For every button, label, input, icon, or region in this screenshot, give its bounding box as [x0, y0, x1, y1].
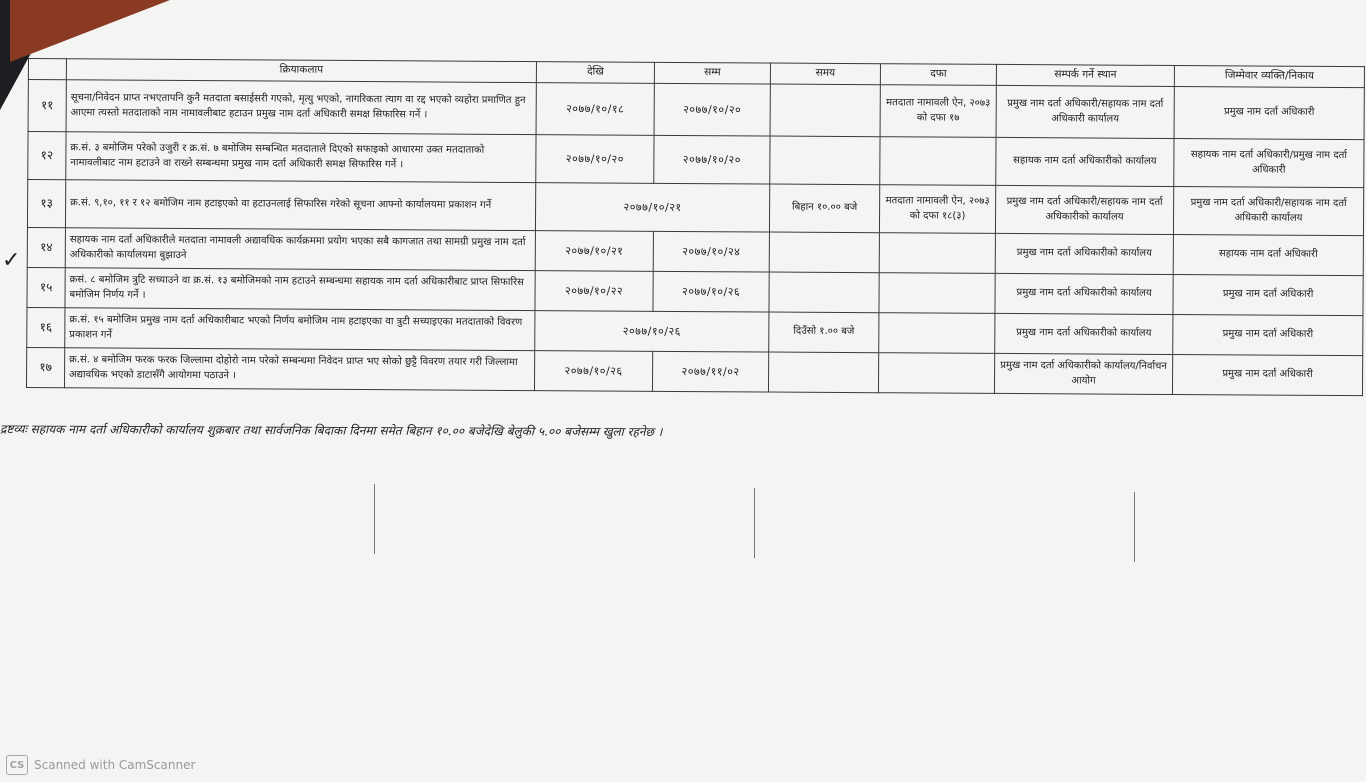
row-date: २०७७/१०/२१: [535, 183, 769, 232]
row-time: बिहान १०.०० बजे: [769, 184, 879, 233]
row-contact: प्रमुख नाम दर्ता अधिकारीको कार्यालय: [995, 273, 1173, 314]
row-from-date: २०७७/१०/२६: [534, 351, 652, 392]
row-time: [769, 272, 879, 313]
row-activity: क्र.सं. ३ बमोजिम परेको उजुरी र क्र.सं. ७ बमोजिम सम्बन्धित मतदाताले दिएको सफाइको आधारमा उक्त मतदाताको नामावलीबाट नाम हटाउने वा राख्ने सम्बन्धमा प्रमुख नाम दर्ता अधिकारी समक्ष सिफारिस गर्ने ।: [66, 132, 536, 183]
row-to-date: २०७७/१०/२६: [653, 271, 769, 312]
row-contact: प्रमुख नाम दर्ता अधिकारीको कार्यालय: [995, 313, 1173, 354]
row-clause: [879, 313, 995, 354]
row-activity: क्र.सं. १५ बमोजिम प्रमुख नाम दर्ता अधिकारीबाट भएको निर्णय बमोजिम नाम हटाइएका वा त्रुटी सच्याइएका मतदाताको विवरण प्रकाशन गर्ने: [65, 308, 535, 351]
header-activity: क्रियाकलाप: [66, 59, 536, 83]
row-to-date: २०७७/१०/२०: [654, 83, 770, 136]
row-sn: १५: [27, 267, 65, 307]
row-activity: क्रसं. ८ बमोजिम त्रुटि सच्याउने वा क्र.सं. १३ बमोजिमको नाम हटाउने सम्बन्धमा सहायक नाम दर्ता अधिकारीबाट प्राप्त सिफारिस बमोजिम निर्णय गर्ने ।: [65, 268, 535, 311]
row-contact: प्रमुख नाम दर्ता अधिकारीको कार्यालय/निर्वाचन आयोग: [994, 353, 1172, 394]
schedule-table: [26, 58, 1365, 396]
row-responsible: सहायक नाम दर्ता अधिकारी: [1173, 235, 1363, 276]
table-row: [27, 180, 1363, 236]
paper-fold-line: [374, 484, 375, 554]
row-time: [770, 84, 880, 137]
row-clause: [879, 273, 995, 314]
header-from: देखि: [536, 62, 654, 84]
watermark-text: Scanned with CamScanner: [34, 758, 196, 772]
row-contact: प्रमुख नाम दर्ता अधिकारी/सहायक नाम दर्ता अधिकारीको कार्यालय: [995, 185, 1173, 234]
row-from-date: २०७७/१०/१८: [536, 83, 654, 136]
header-contact: सम्पर्क गर्ने स्थान: [996, 64, 1174, 86]
row-sn: ११: [28, 80, 66, 132]
row-clause: मतदाता नामावली ऐन, २०७३ को दफा १७: [880, 85, 996, 138]
row-to-date: २०७७/१०/२०: [654, 135, 770, 184]
check-mark-icon: ✓: [2, 248, 21, 273]
paper-fold-line: [1134, 492, 1135, 562]
row-sn: १४: [27, 227, 65, 267]
row-from-date: २०७७/१०/२०: [536, 135, 654, 184]
header-sn: [28, 59, 66, 80]
row-time: [769, 232, 879, 273]
row-sn: १२: [28, 132, 66, 180]
row-responsible: प्रमुख नाम दर्ता अधिकारी: [1173, 274, 1363, 315]
row-responsible: सहायक नाम दर्ता अधिकारी/प्रमुख नाम दर्ता अधिकारी: [1174, 139, 1364, 188]
row-time: [770, 136, 880, 185]
footnote: द्रष्टव्यः सहायक नाम दर्ता अधिकारीको कार्यालय शुक्रबार तथा सार्वजनिक बिदाका दिनमा समेत बिहान १०.०० बजेदेखि बेलुकी ५.०० बजेसम्म खुला रहनेछ ।: [0, 422, 663, 439]
row-date: २०७७/१०/२६: [535, 311, 769, 352]
header-to: सम्म: [654, 62, 770, 84]
row-clause: [879, 233, 995, 274]
header-time: समय: [770, 63, 880, 85]
row-sn: १३: [27, 180, 65, 228]
row-contact: सहायक नाम दर्ता अधिकारीको कार्यालय: [996, 137, 1174, 186]
row-to-date: २०७७/१०/२४: [653, 231, 769, 272]
row-sn: १७: [26, 347, 64, 387]
photo-edge-brown: [10, 0, 170, 62]
table-row: [26, 347, 1362, 395]
row-responsible: प्रमुख नाम दर्ता अधिकारी: [1173, 314, 1363, 355]
row-responsible: प्रमुख नाम दर्ता अधिकारी: [1174, 87, 1364, 140]
table-row: [28, 132, 1364, 188]
table-row: [28, 80, 1364, 140]
header-clause: दफा: [880, 64, 996, 86]
row-sn: १६: [27, 307, 65, 347]
paper-fold-line: [754, 488, 755, 558]
row-activity: क्र.सं. ९,१०, ११ र १२ बमोजिम नाम हटाइएको वा हटाउनलाई सिफारिस गरेको सूचना आफ्नो कार्यालयमा प्रकाशन गर्ने: [65, 180, 535, 231]
row-clause: [878, 353, 994, 394]
camscanner-logo-icon: CS: [6, 755, 28, 775]
row-time: [768, 352, 878, 393]
row-responsible: प्रमुख नाम दर्ता अधिकारी/सहायक नाम दर्ता अधिकारी कार्यालय: [1173, 187, 1363, 236]
row-contact: प्रमुख नाम दर्ता अधिकारीको कार्यालय: [995, 233, 1173, 274]
row-from-date: २०७७/१०/२२: [535, 271, 653, 312]
header-responsible: जिम्मेवार व्यक्ति/निकाय: [1174, 66, 1364, 88]
row-activity: सहायक नाम दर्ता अधिकारीले मतदाता नामावली अद्यावधिक कार्यक्रममा प्रयोग भएका सबै कागजात तथा सामग्री प्रमुख नाम दर्ता अधिकारीको कार्यालयमा बुझाउने: [65, 228, 535, 271]
row-from-date: २०७७/१०/२१: [535, 231, 653, 272]
row-clause: [880, 137, 996, 186]
row-activity: क्र.सं. ४ बमोजिम फरक फरक जिल्लामा दोहोरो नाम परेको सम्बन्धमा निवेदन प्राप्त भए सोको छुट्टै विवरण तयार गरी जिल्लामा अद्यावधिक भएको डाटासँगै आयोगमा पठाउने ।: [64, 348, 534, 391]
scanned-document: [26, 58, 1364, 396]
row-time: दिउँसो १.०० बजे: [769, 312, 879, 353]
row-activity: सूचना/निवेदन प्राप्त नभएतापनि कुनै मतदाता बसाईसरी गएको, मृत्यु भएको, नागरिकता त्याग वा रद्द भएको व्यहोरा प्रमाणित हुन आएमा त्यस्तो मतदाताको नाम नामावलीबाट हटाउन प्रमुख नाम दर्ता अधिकारी समक्ष सिफारिस गर्ने ।: [66, 80, 536, 135]
row-to-date: २०७७/११/०२: [652, 351, 768, 392]
camscanner-watermark: [6, 754, 195, 776]
row-responsible: प्रमुख नाम दर्ता अधिकारी: [1172, 354, 1362, 395]
row-clause: मतदाता नामावली ऐन, २०७३ को दफा १८(३): [879, 185, 995, 234]
row-contact: प्रमुख नाम दर्ता अधिकारी/सहायक नाम दर्ता अधिकारी कार्यालय: [996, 85, 1174, 138]
